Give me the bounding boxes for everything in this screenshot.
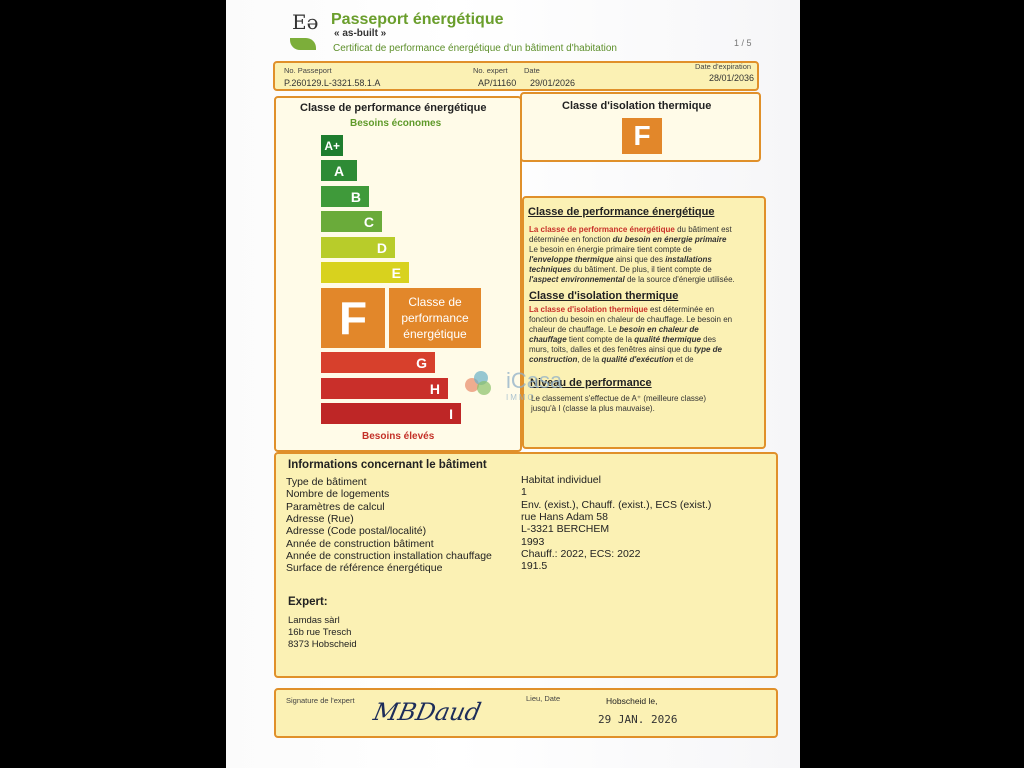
watermark-sub: IMMO [506,393,536,402]
expert-title: Expert: [288,596,328,608]
class-bar-b: B [321,186,369,207]
place-date-label: Lieu, Date [526,694,561,703]
perf-explanation-text: La classe de performance énergétique du bâtiment est déterminée en fonction du besoin en énergie primaire Le besoin en énergie primaire tient compte de l'enveloppe thermique ainsi que des installations techniques du bâtiment. De plus, il tient compte de l'aspect environnemental de la source d'énergie utilisée. [529,225,735,284]
building-row-label: Adresse (Rue) [286,512,354,525]
building-row-label: Surface de référence énergétique [286,562,443,575]
building-row-label: Type de bâtiment [286,476,367,488]
watermark-brand: iCasa [506,368,563,393]
building-row-value: 191.5 [521,560,548,573]
building-row-label: Adresse (Code postal/localité) [286,525,427,538]
class-bar-i: I [321,403,461,424]
building-row-label: Nombre de logements [286,488,390,501]
passport-info-box [273,61,759,91]
document-subtitle: « as-built » [334,28,387,39]
building-row-value: Env. (exist.), Chauff. (exist.), ECS (exist.) [521,498,712,511]
class-bar-a-plus: A+ [321,135,343,156]
building-row-value: rue Hans Adam 58 [521,510,608,523]
explanations-box [522,196,766,449]
expert-number-label: No. expert [473,66,508,75]
passport-number: P.260129.L-3321.58.1.A [284,78,381,88]
building-row-value: 1 [521,486,527,499]
expert-signature: MBDaud [371,698,484,726]
building-info-title: Informations concernant le bâtiment [288,459,487,471]
class-bar-a: A [321,160,357,181]
class-bar-c: C [321,211,382,232]
energy-passport-logo: Eə [286,10,322,54]
building-row-value: 1993 [521,535,545,548]
building-row-label: Année de construction installation chauffage [286,549,492,562]
building-row-label: Année de construction bâtiment [286,537,434,550]
date-label: Date [524,66,540,75]
signature-date-stamp: 29 JAN. 2026 [598,713,678,726]
current-class-label: Classe de performance énergétique [389,288,481,348]
document-title: Passeport énergétique [331,11,504,28]
performance-class-title: Classe de performance énergétique [300,102,487,114]
building-row-value: Habitat individuel [521,474,601,486]
signature-place: Hobscheid le, [606,696,658,706]
expert-number: AP/11160 [478,78,517,88]
insulation-class-title: Classe d'isolation thermique [562,100,712,112]
expert-address: Lamdas sàrl 16b rue Tresch 8373 Hobscheid [288,615,357,650]
perf-explanation-title: Classe de performance énergétique [528,206,715,218]
class-bar-d: D [321,237,395,258]
iso-explanation-title: Classe d'isolation thermique [529,290,679,302]
insulation-class-box [520,92,761,162]
current-class-f: F [321,288,385,348]
level-title: Niveau de performance [530,377,652,389]
expiry-date: 28/01/2036 [709,73,755,83]
class-bar-e: E [321,262,409,283]
high-needs-label: Besoins élevés [362,431,435,442]
icasa-logo-icon [462,365,496,399]
building-info-box [274,452,778,678]
low-needs-label: Besoins économes [350,118,442,129]
signature-label: Signature de l'expert [286,696,355,705]
signature-box [274,688,778,738]
insulation-class-value: F [622,118,662,154]
document-page [226,0,800,768]
iso-explanation-text: La classe d'isolation thermique est déterminée en fonction du besoin en chaleur de chauffage. Le besoin en chaleur de chauffage. Le besoin en chaleur de chauffage tient compte de la qualité thermique des murs, toits, dalles et des fenêtres ainsi que du type de construction, de la qualité d'exécution et de [529,305,733,364]
building-row-value: L-3321 BERCHEM [521,523,610,536]
passport-number-label: No. Passeport [284,66,332,75]
issue-date: 29/01/2026 [530,78,576,88]
building-row-value: Chauff.: 2022, ECS: 2022 [521,547,641,560]
class-bar-h: H [321,378,448,399]
expiry-date-label: Date d'expiration [695,62,752,71]
building-row-label: Paramètres de calcul [286,500,385,513]
page-number: 1 / 5 [734,38,752,48]
level-text: Le classement s'effectue de A⁺ (meilleure classe) jusqu'à I (classe la plus mauvaise). [531,394,707,413]
class-bar-g: G [321,352,435,373]
certificate-description: Certificat de performance énergétique d'un bâtiment d'habitation [333,43,617,54]
